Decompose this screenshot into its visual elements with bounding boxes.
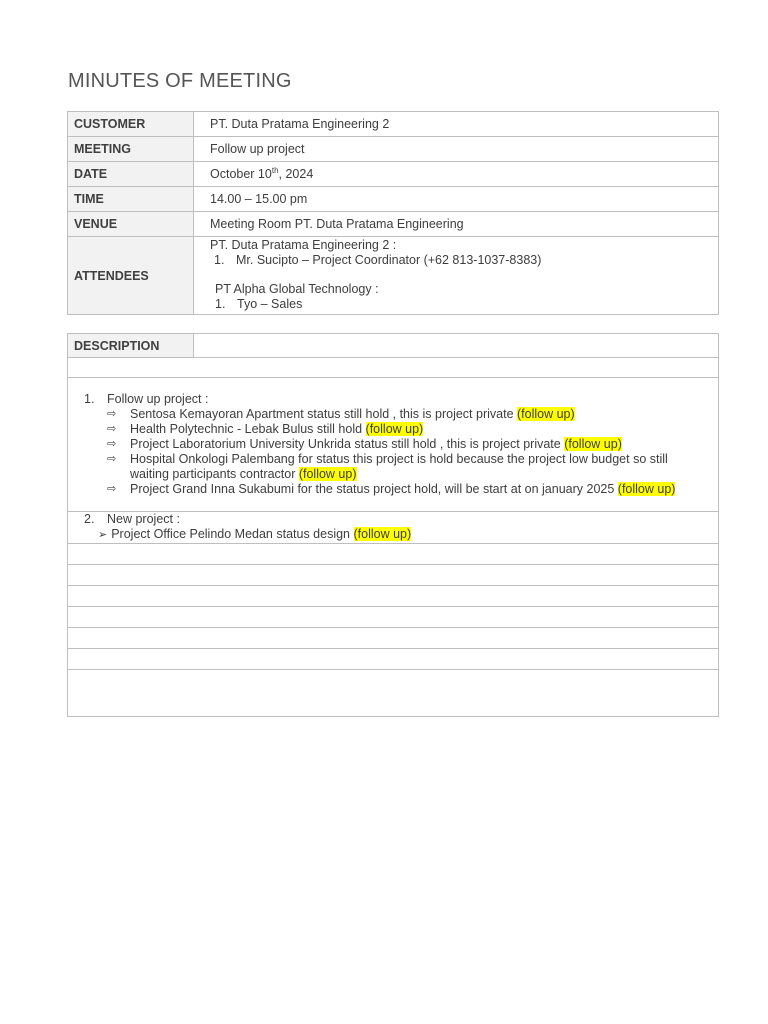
attendee-group xyxy=(210,282,712,312)
list-item xyxy=(84,527,700,543)
section-title-text: Follow up project : xyxy=(107,392,209,406)
blank-row xyxy=(68,358,719,378)
follow-up-tag: (follow up) xyxy=(298,467,357,481)
section-title xyxy=(84,512,700,527)
attendee-company: PT. Duta Pratama Engineering 2 : xyxy=(210,238,397,252)
meeting-info-table xyxy=(67,111,719,315)
follow-up-tag: (follow up) xyxy=(365,422,424,436)
meeting-value: Follow up project xyxy=(194,137,719,162)
follow-up-tag: (follow up) xyxy=(617,482,676,496)
list-item xyxy=(84,437,700,452)
date-label: DATE xyxy=(68,162,194,187)
description-header-row xyxy=(68,334,719,358)
follow-up-list xyxy=(84,407,700,497)
section-number: 2. xyxy=(84,512,95,526)
page-title: MINUTES OF MEETING xyxy=(68,70,292,92)
item-text: Project Office Pelindo Medan status design xyxy=(111,527,354,541)
follow-up-tag: (follow up) xyxy=(517,407,575,421)
section-title xyxy=(84,392,700,407)
empty-row xyxy=(68,565,719,586)
venue-label: VENUE xyxy=(68,212,194,237)
time-label: TIME xyxy=(68,187,194,212)
attendees-value xyxy=(194,237,719,315)
description-header-empty xyxy=(194,334,719,358)
outlined-right-arrow-icon: ⇨ xyxy=(107,483,117,495)
time-value: 14.00 – 15.00 pm xyxy=(194,187,719,212)
section-number: 1. xyxy=(84,392,95,406)
item-text: Sentosa Kemayoran Apartment status still hold , this is project private xyxy=(130,407,517,421)
outlined-right-arrow-icon: ⇨ xyxy=(107,438,117,450)
date-ordinal: th xyxy=(271,166,279,176)
venue-row xyxy=(68,212,719,237)
item-text: Health Polytechnic - Lebak Bulus still hold xyxy=(130,422,366,436)
follow-up-tag: (follow up) xyxy=(564,437,622,451)
empty-row xyxy=(68,607,719,628)
attendees-label: ATTENDEES xyxy=(68,237,194,315)
attendee-name: Mr. Sucipto – Project Coordinator (+62 813-1037-8383) xyxy=(236,253,542,267)
section-2-row xyxy=(68,512,719,544)
meeting-label: MEETING xyxy=(68,137,194,162)
section-title-text: New project : xyxy=(107,512,180,526)
attendees-row xyxy=(68,237,719,315)
customer-value: PT. Duta Pratama Engineering 2 xyxy=(194,112,719,137)
item-text: Project Laboratorium University Unkrida status still hold , this is project private xyxy=(130,437,565,451)
attendee-name: Tyo – Sales xyxy=(237,297,303,311)
list-item xyxy=(84,407,700,422)
empty-row xyxy=(68,649,719,670)
attendee-person xyxy=(215,297,712,312)
list-item xyxy=(84,482,700,497)
date-day: October 10 xyxy=(210,167,272,182)
date-year: , 2024 xyxy=(278,167,314,182)
meeting-row xyxy=(68,137,719,162)
attendee-number: 1. xyxy=(215,297,226,311)
arrowhead-bullet-icon: ➢ xyxy=(98,529,108,541)
date-value xyxy=(194,162,719,187)
item-text: Hospital Onkologi Palembang for status this project is hold because the project low budget so still waiting participants contractor xyxy=(130,452,668,481)
customer-row xyxy=(68,112,719,137)
attendee-company: PT Alpha Global Technology : xyxy=(215,282,379,296)
empty-row xyxy=(68,628,719,649)
list-item xyxy=(84,422,700,437)
section-1-row xyxy=(68,378,719,512)
date-row xyxy=(68,162,719,187)
list-item xyxy=(84,452,700,482)
empty-row xyxy=(68,544,719,565)
time-row xyxy=(68,187,719,212)
description-label: DESCRIPTION xyxy=(68,334,194,358)
description-table xyxy=(67,333,719,717)
attendee-group xyxy=(210,238,712,268)
outlined-right-arrow-icon: ⇨ xyxy=(107,453,117,465)
section-1-content xyxy=(68,378,719,512)
follow-up-tag: (follow up) xyxy=(353,527,412,541)
outlined-right-arrow-icon: ⇨ xyxy=(107,408,117,420)
item-text: Project Grand Inna Sukabumi for the status project hold, will be start at on january 2025 xyxy=(130,482,618,496)
venue-value: Meeting Room PT. Duta Pratama Engineering xyxy=(194,212,719,237)
empty-row xyxy=(68,670,719,717)
attendee-person xyxy=(210,253,712,268)
outlined-right-arrow-icon: ⇨ xyxy=(107,423,117,435)
customer-label: CUSTOMER xyxy=(68,112,194,137)
section-2-content xyxy=(68,512,719,544)
attendee-number: 1. xyxy=(214,253,225,267)
empty-row xyxy=(68,586,719,607)
